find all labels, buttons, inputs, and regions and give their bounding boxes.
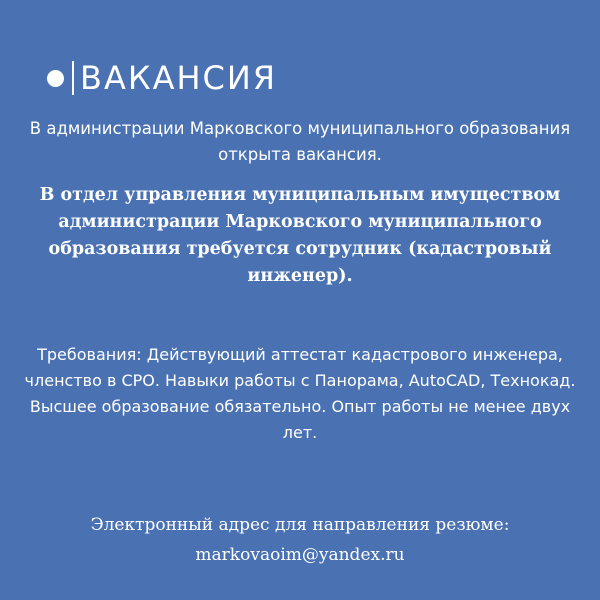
contact-email: markovaoim@yandex.ru xyxy=(195,545,405,565)
contact-block xyxy=(20,510,580,570)
divider-bar xyxy=(72,61,74,95)
header xyxy=(47,56,277,100)
intro-text: В администрации Марковского муниципального образования открыта вакансия. xyxy=(29,119,571,164)
contact-label: Электронный адрес для направления резюме: xyxy=(90,515,510,535)
circle-icon xyxy=(47,70,64,87)
requirements-text: Требования: Действующий аттестат кадастрового инженера, членство в СРО. Навыки работы с Панорама, AutoCAD, Технокад. Высшее образование обязательно. Опыт работы не менее двух лет. xyxy=(24,345,576,442)
page-title: ВАКАНСИЯ xyxy=(80,59,278,97)
department-text: В отдел управления муниципальным имуществом администрации Марковского муниципального образования требуется сотрудник (кадастровый инженер). xyxy=(39,185,561,286)
